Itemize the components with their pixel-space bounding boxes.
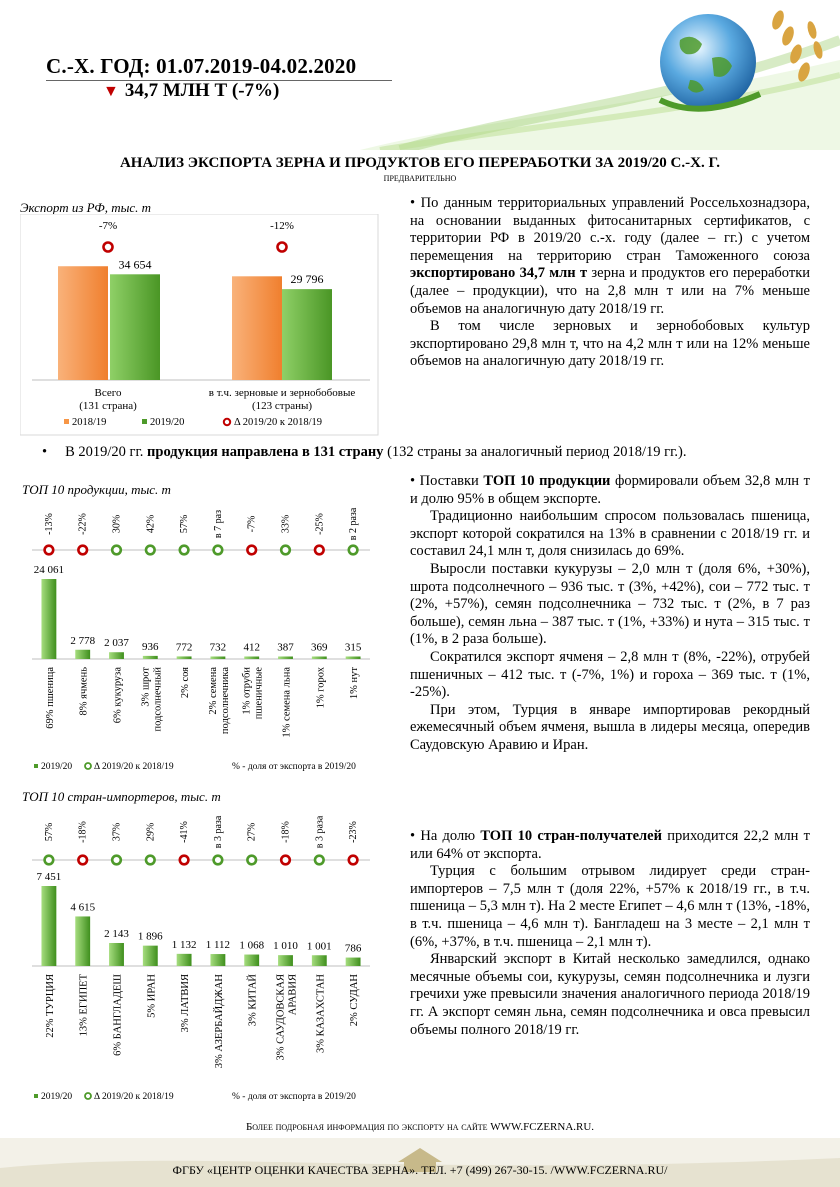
- delta-label: -18%: [280, 821, 292, 843]
- category-label: 3% КАЗАХСТАН: [315, 974, 327, 1054]
- delta-label: 57%: [179, 514, 191, 534]
- data-label: 369: [311, 641, 328, 654]
- category-label: 6% кукуруза: [112, 667, 124, 724]
- chart2-title: ТОП 10 продукции, тыс. т: [22, 482, 171, 497]
- legend-swatch-2019-20: [34, 764, 38, 768]
- category-label: 13% ЕГИПЕТ: [78, 974, 90, 1037]
- data-label: 936: [142, 640, 159, 653]
- category-label: 3% САУДОВСКАЯ: [275, 974, 287, 1061]
- bar: [244, 955, 259, 966]
- category-label: 1% нут: [349, 667, 361, 700]
- bar: [177, 954, 192, 966]
- delta-marker: [247, 546, 256, 555]
- category-label: 2% соя: [180, 667, 192, 699]
- down-triangle-icon: ▼: [103, 83, 119, 100]
- footer-organization: ФГБУ «ЦЕНТР ОЦЕНКИ КАЧЕСТВА ЗЕРНА». ТЕЛ. +7 (499) 267-30-15. /WWW.FCZERNA.RU/: [172, 1163, 668, 1177]
- chart1-title: Экспорт из РФ, тыс. т: [20, 200, 152, 215]
- bar: [109, 652, 124, 659]
- bar-2019-20: [282, 289, 332, 380]
- header-globe-decoration: [360, 0, 840, 150]
- category-label: 22% ТУРЦИЯ: [44, 974, 56, 1038]
- category-label: в т.ч. зерновые и зернобобовые: [208, 387, 356, 399]
- p1-segment: экспортировано 34,7 млн т: [410, 265, 588, 282]
- category-label: 6% БАНГЛАДЕШ: [112, 974, 124, 1056]
- legend-delta-icon: [85, 1093, 91, 1099]
- delta-label: в 7 раз: [212, 509, 224, 539]
- delta-marker: [45, 546, 54, 555]
- chart-top10-products: [20, 496, 390, 780]
- season-period: С.-Х. ГОД: 01.07.2019-04.02.2020: [46, 54, 357, 78]
- page-title: АНАЛИЗ ЭКСПОРТА ЗЕРНА И ПРОДУКТОВ ЕГО ПЕРЕРАБОТКИ ЗА 2019/20 С.-Х. Г.: [119, 155, 721, 171]
- p1-segment: зерна и продуктов его переработки (далее – продукции), что на 2,8 млн т или на 7% меньше объемов на аналогичную дату 2018/19 гг.: [410, 265, 810, 317]
- p3-segment: ТОП 10 продукции: [483, 473, 611, 489]
- bar: [278, 955, 293, 966]
- chart-top10-countries: [20, 804, 390, 1108]
- bar: [75, 916, 90, 966]
- legend-note: % - доля от экспорта в 2019/20: [232, 762, 356, 772]
- bar: [143, 946, 158, 966]
- countries-bullet: [42, 444, 832, 461]
- bar: [278, 657, 293, 660]
- category-label: 5% ИРАН: [146, 974, 158, 1018]
- chart3-title: ТОП 10 стран-импортеров, тыс. т: [22, 789, 221, 804]
- delta-label: -41%: [179, 821, 191, 843]
- delta-marker: [315, 856, 324, 865]
- category-label: 2% семена: [207, 667, 219, 715]
- legend-label: Δ 2019/20 к 2018/19: [94, 1092, 174, 1102]
- data-label: 2 037: [104, 637, 129, 650]
- delta-marker: [281, 546, 290, 555]
- paragraph-top10-countries: [410, 828, 810, 863]
- paragraph-turkey-egypt: Турция с большим отрывом лидирует среди стран-импортеров – 7,5 млн т (доля 22%, +57% к 2018/19 гг., в т.ч. пшеница – 5,3 млн т). На 2 месте Египет – 4,6 млн т (13%, -18%, в т.ч. пшеница – 4,6 млн т). Бангладеш на 3 месте – 2,1 млн т (6%, +37%, в т.ч. пшеница – 2,1 млн т).: [410, 863, 810, 950]
- data-label: 34 654: [118, 257, 152, 272]
- legend-delta-icon: [85, 763, 91, 769]
- footer-more-info: Более подробная информация по экспорту на сайте WWW.FCZERNA.RU.: [245, 1121, 595, 1133]
- category-label: 3% АЗЕРБАЙДЖАН: [213, 974, 225, 1069]
- legend-swatch-2018-19: [64, 419, 69, 424]
- mid-segment: продукция направлена в 131 страну: [147, 444, 384, 460]
- data-label: 29 796: [290, 272, 324, 287]
- bullet-icon: •: [42, 444, 48, 460]
- delta-label: 57%: [43, 822, 55, 842]
- bar: [346, 958, 361, 966]
- delta-marker: [315, 546, 324, 555]
- data-label: 786: [344, 942, 362, 955]
- delta-marker: [214, 856, 223, 865]
- category-label: (123 страны): [251, 400, 313, 412]
- delta-label: в 3 раза: [212, 815, 224, 849]
- data-label: 772: [175, 641, 193, 654]
- delta-marker: [146, 546, 155, 555]
- legend-label: 2019/20: [150, 417, 185, 428]
- delta-label: -13%: [43, 513, 55, 535]
- delta-marker: [281, 856, 290, 865]
- delta-marker: [349, 546, 358, 555]
- p8-segment: ТОП 10 стран-получателей: [480, 828, 662, 844]
- text-block-1: [410, 195, 810, 371]
- delta-marker: [180, 546, 189, 555]
- delta-label: -18%: [77, 821, 89, 843]
- category-label: АРАВИЯ: [287, 974, 299, 1016]
- delta-label: -23%: [348, 821, 360, 843]
- data-label: 1 112: [205, 939, 231, 952]
- bar: [109, 943, 124, 966]
- bar: [210, 954, 225, 966]
- text-block-2: [410, 473, 810, 755]
- category-label: 69% пшеница: [44, 667, 56, 729]
- p3-segment: формировали объем 32,8 млн т и долю 95% в общем экспорте.: [410, 473, 810, 507]
- paragraph-decline: Сократился экспорт ячменя – 2,8 млн т (8%, -22%), отрубей пшеничных – 412 тыс. т (-7%, 1%) и гороха – 369 тыс. т (1%, -25%).: [410, 648, 810, 701]
- legend-label: 2019/20: [41, 1092, 73, 1102]
- delta-marker: [112, 546, 121, 555]
- export-change-value: 34,7 МЛН Т (-7%): [124, 80, 280, 101]
- bar: [75, 650, 90, 659]
- data-label: 732: [209, 641, 227, 654]
- data-label: 1 068: [239, 939, 265, 952]
- delta-label: 37%: [111, 822, 123, 842]
- category-label: 1% отруби: [241, 667, 253, 715]
- p3-segment: • Поставки: [410, 473, 484, 489]
- bar: [312, 955, 327, 966]
- paragraph-grain-export: В том числе зерновых и зернобобовых культур экспортировано 29,8 млн т, что на 4,2 млн т или на 12% меньше объемов на аналогичную дату 2018/19 гг.: [410, 318, 810, 370]
- data-label: 2 778: [70, 634, 96, 647]
- category-label: 3% шрот: [140, 667, 152, 707]
- bar-2018-19: [232, 276, 282, 380]
- delta-label: 30%: [111, 514, 123, 534]
- delta-label: -25%: [314, 513, 326, 535]
- bar: [210, 657, 225, 660]
- paragraph-wheat: Традиционно наибольшим спросом пользовалась пшеница, экспорт которой сократился на 13% в сравнении с 2018/19 гг. и составил 24,1 млн т, доля снизилась до 69%.: [410, 508, 810, 560]
- legend-label: Δ 2019/20 к 2018/19: [94, 762, 174, 772]
- data-label: 1 132: [171, 938, 197, 951]
- bar: [312, 657, 327, 660]
- delta-marker: [78, 856, 87, 865]
- export-change: [103, 80, 279, 102]
- p8-segment: приходится 22,2 млн т или 64% от экспорта.: [410, 828, 810, 862]
- delta-label: в 2 раза: [348, 507, 360, 541]
- legend-swatch-2019-20: [142, 419, 147, 424]
- delta-marker: [146, 856, 155, 865]
- delta-marker: [349, 856, 358, 865]
- legend-label: Δ 2019/20 к 2018/19: [234, 417, 322, 428]
- bar: [346, 657, 361, 660]
- delta-marker: [104, 243, 113, 252]
- data-label: 4 615: [70, 901, 96, 914]
- delta-marker: [45, 856, 54, 865]
- paragraph-china: Январский экспорт в Китай несколько замедлился, однако месячные объемы сои, кукурузы, семян подсолнечника и лузги гречихи уже превысили значения аналогичного периода 2018/19 гг. А экспорт семян льна, семян подсолнечника и овса превысил объемы полного 2018/19 гг.: [410, 951, 810, 1038]
- chart-export-total: [20, 214, 380, 436]
- delta-marker: [78, 546, 87, 555]
- category-label: подсолнечника: [219, 667, 231, 735]
- text-block-3: [410, 828, 810, 1039]
- data-label: 1 010: [273, 940, 298, 953]
- bar: [41, 886, 56, 966]
- delta-marker: [247, 856, 256, 865]
- category-label: 3% КИТАЙ: [247, 974, 259, 1027]
- data-label: 1 001: [306, 940, 332, 953]
- p8-segment: • На долю: [410, 828, 481, 844]
- delta-label: -22%: [77, 513, 89, 535]
- p1-segment: • По данным территориальных управлений Россельхознадзора, на основании выданных фитосанитарных сертификатов, с территории РФ в 2019/20 с.-х. году (далее – гг.) с учетом перемещения на территорию стран Таможенного союза: [410, 195, 810, 264]
- delta-label: -7%: [98, 220, 118, 232]
- data-label: 7 451: [36, 871, 62, 883]
- delta-label: 27%: [246, 822, 258, 842]
- data-label: 2 143: [104, 927, 129, 940]
- category-label: 8% ячмень: [78, 667, 90, 716]
- delta-label: 42%: [145, 514, 157, 534]
- delta-marker: [214, 546, 223, 555]
- delta-label: в 3 раза: [314, 815, 326, 849]
- delta-label: 33%: [280, 514, 292, 534]
- delta-marker: [180, 856, 189, 865]
- delta-marker: [278, 243, 287, 252]
- category-label: пшеничные: [253, 667, 265, 720]
- bar: [244, 657, 259, 660]
- data-label: 387: [277, 641, 294, 654]
- legend-note: % - доля от экспорта в 2019/20: [232, 1092, 356, 1102]
- bar: [143, 656, 158, 659]
- paragraph-top10-products: [410, 473, 810, 508]
- category-label: 2% СУДАН: [349, 974, 361, 1027]
- bar: [41, 579, 56, 659]
- legend-swatch-2019-20: [34, 1094, 38, 1098]
- delta-marker: [112, 856, 121, 865]
- page-subtitle: ПРЕДВАРИТЕЛЬНО: [383, 174, 457, 183]
- data-label: 24 061: [33, 564, 65, 576]
- paragraph-growth: Выросли поставки кукурузы – 2,0 млн т (доля 6%, +30%), шрота подсолнечного – 936 тыс. т (3%, +42%), сои – 772 тыс. т (2%, +57%), семян подсолнечника – 732 тыс. т (2%, в 7 раз больше), семян льна – 387 тыс. т (1%, +33%) и нута – 315 тыс. т (1%, в 2 раза больше).: [410, 560, 810, 648]
- data-label: 315: [344, 641, 362, 654]
- delta-label: -12%: [270, 220, 294, 232]
- category-label: (131 страна): [79, 400, 137, 412]
- paragraph-export-total: [410, 195, 810, 318]
- category-label: 1% горох: [315, 667, 327, 709]
- category-label: 3% ЛАТВИЯ: [180, 974, 192, 1033]
- category-label: 1% семена льна: [281, 667, 293, 738]
- delta-label: -7%: [246, 515, 258, 533]
- bar: [177, 656, 192, 659]
- legend-delta-icon: [224, 419, 230, 425]
- delta-label: 29%: [145, 822, 157, 842]
- bar-2019-20: [110, 274, 160, 380]
- category-label: подсолнечный: [152, 667, 164, 732]
- legend-label: 2019/20: [41, 762, 73, 772]
- data-label: 1 896: [137, 930, 163, 943]
- mid-segment: (132 страны за аналогичный период 2018/19 гг.).: [383, 444, 687, 460]
- legend-label: 2018/19: [72, 417, 107, 428]
- category-label: Всего: [94, 387, 122, 399]
- paragraph-turkey-barley: При этом, Турция в январе импортировав рекордный ежемесячный объем ячменя, вышла в лидеры месяца, опередив Саудовскую Аравию и Иран.: [410, 701, 810, 753]
- bar-2018-19: [58, 266, 108, 380]
- data-label: 412: [243, 641, 260, 654]
- mid-segment: В 2019/20 гг.: [65, 444, 148, 460]
